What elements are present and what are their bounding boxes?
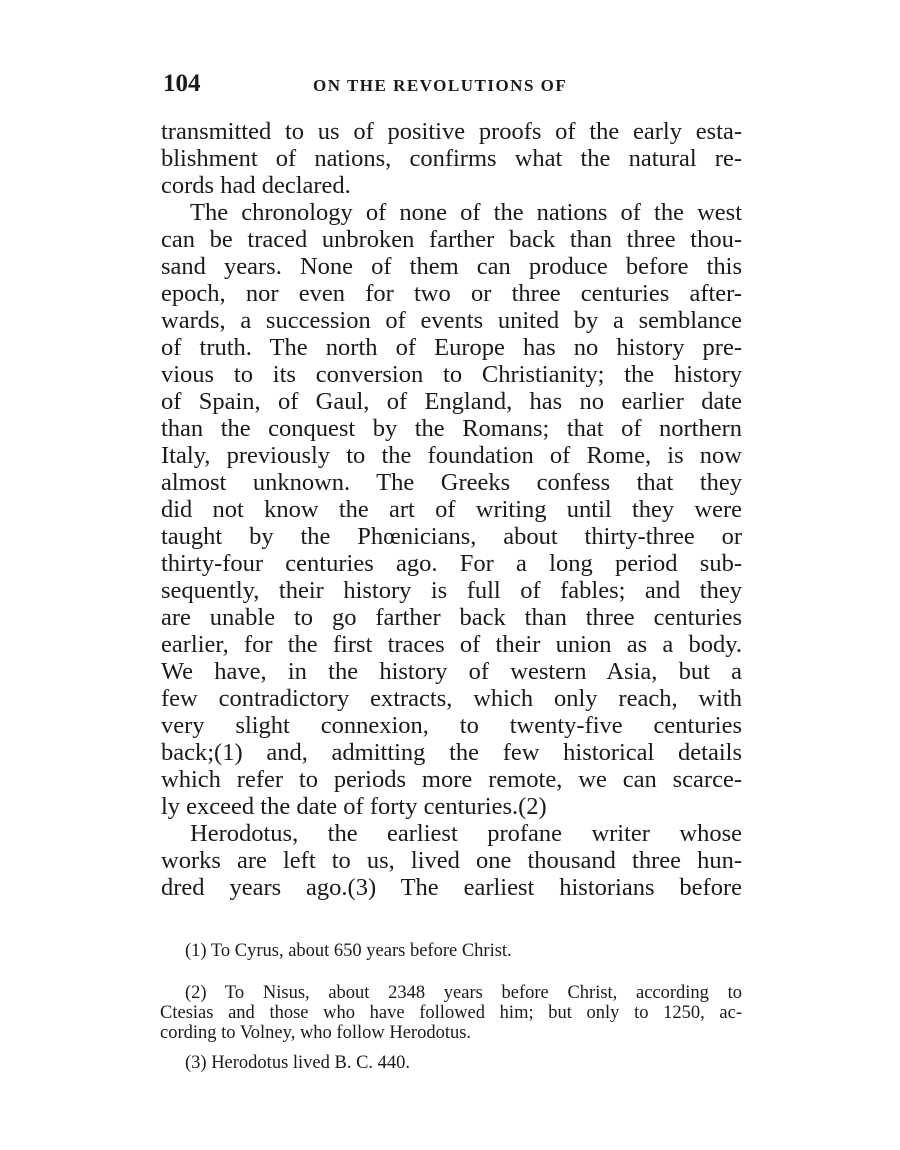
text-line: few contradictory extracts, which only reach, with: [161, 685, 742, 712]
page-header: [163, 70, 743, 106]
footnote-2: [160, 983, 742, 1043]
text-line: wards, a succession of events united by a semblance: [161, 307, 742, 334]
text-line: are unable to go farther back than three centuries: [161, 604, 742, 631]
text-line: almost unknown. The Greeks confess that they: [161, 469, 742, 496]
text-line: transmitted to us of positive proofs of the early esta-: [161, 118, 742, 145]
text-line: of truth. The north of Europe has no history pre-: [161, 334, 742, 361]
footnote-line: (3) Herodotus lived B. C. 440.: [185, 1053, 411, 1073]
text-line: Herodotus, the earliest profane writer whose: [190, 820, 742, 847]
text-line: earlier, for the first traces of their union as a body.: [161, 631, 742, 658]
text-line: works are left to us, lived one thousand three hun-: [161, 847, 742, 874]
text-line: taught by the Phœnicians, about thirty-three or: [161, 523, 742, 550]
text-line: thirty-four centuries ago. For a long period sub-: [161, 550, 742, 577]
text-line: ly exceed the date of forty centuries.(2): [161, 793, 547, 820]
text-line: of Spain, of Gaul, of England, has no earlier date: [161, 388, 742, 415]
footnote-line: cording to Volney, who follow Herodotus.: [160, 1023, 472, 1043]
footnote-line: Ctesias and those who have followed him; but only to 1250, ac-: [160, 1003, 742, 1023]
footnote-line: (1) To Cyrus, about 650 years before Christ.: [185, 941, 512, 961]
text-line: blishment of nations, confirms what the natural re-: [161, 145, 742, 172]
text-line: We have, in the history of western Asia, but a: [161, 658, 742, 685]
running-head: ON THE REVOLUTIONS OF: [313, 76, 568, 95]
page-number: 104: [163, 70, 201, 97]
text-line: vious to its conversion to Christianity; the history: [161, 361, 742, 388]
body-text: [161, 118, 742, 901]
footnote-1: [160, 941, 742, 961]
text-line: epoch, nor even for two or three centuries after-: [161, 280, 742, 307]
footnote-3: [160, 1053, 742, 1073]
text-line: did not know the art of writing until they were: [161, 496, 742, 523]
text-line: sequently, their history is full of fables; and they: [161, 577, 742, 604]
text-line: dred years ago.(3) The earliest historians before: [161, 874, 742, 901]
text-line: back;(1) and, admitting the few historical details: [161, 739, 742, 766]
text-line: cords had declared.: [161, 172, 351, 199]
text-line: can be traced unbroken farther back than three thou-: [161, 226, 742, 253]
text-line: than the conquest by the Romans; that of northern: [161, 415, 742, 442]
text-line: which refer to periods more remote, we can scarce-: [161, 766, 742, 793]
text-line: very slight connexion, to twenty-five centuries: [161, 712, 742, 739]
text-line: sand years. None of them can produce before this: [161, 253, 742, 280]
text-line: The chronology of none of the nations of the west: [190, 199, 742, 226]
text-line: Italy, previously to the foundation of Rome, is now: [161, 442, 742, 469]
footnote-line: (2) To Nisus, about 2348 years before Christ, according to: [185, 983, 742, 1003]
